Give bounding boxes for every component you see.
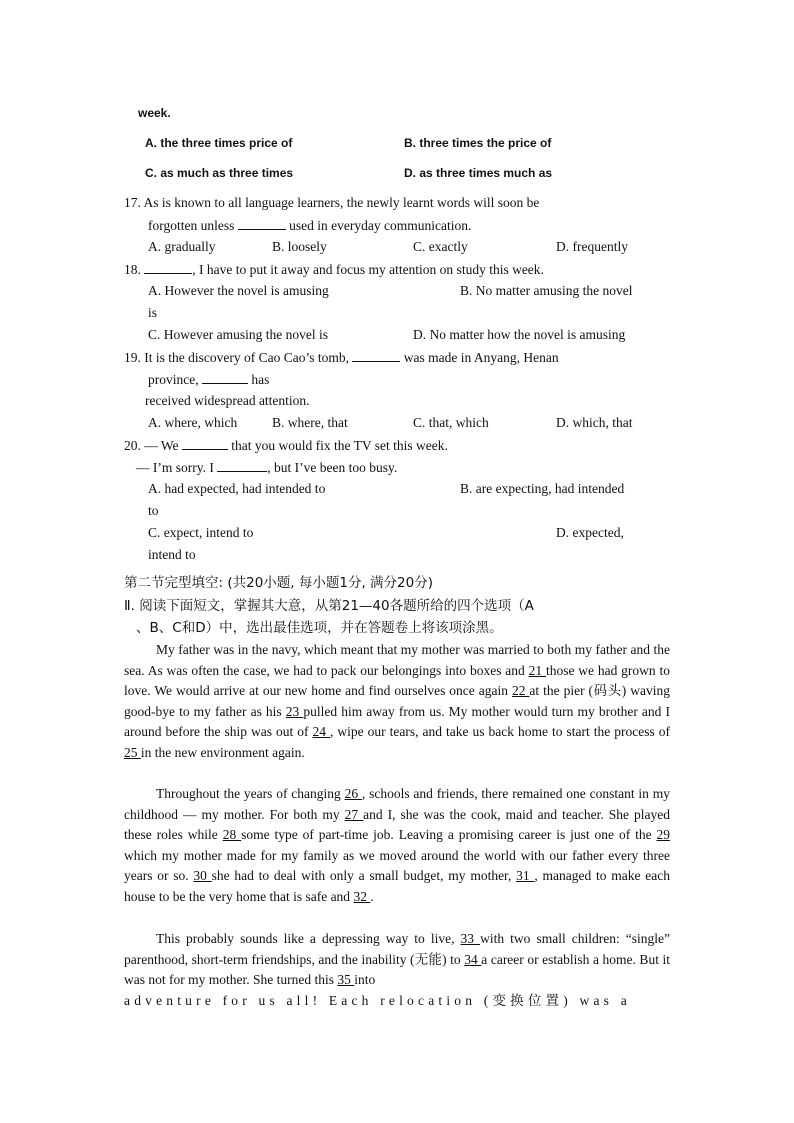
q20-option-a: A. had expected, had intended to	[148, 481, 326, 496]
q16-option-d: D. as three times much as	[404, 166, 553, 180]
q18-stem	[124, 260, 544, 279]
blank-33: 33	[460, 931, 481, 946]
q18-option-c: C. However amusing the novel is	[148, 327, 328, 342]
section-title: 第二节完型填空: (共20小题, 每小题1分, 满分20分)	[124, 575, 433, 591]
q17-option-b: B. loosely	[272, 239, 327, 254]
passage-text: some type of part-time job. Leaving a promising career is just one of the	[241, 827, 657, 843]
q19-blank-1	[352, 348, 400, 362]
blank-23: 23	[285, 703, 304, 719]
q18-option-a: A. However the novel is amusing	[148, 283, 329, 298]
q19-stem-line1	[124, 348, 559, 367]
passage-text: My father was in the navy, which meant that my mother was married to both my father and the sea. As was often the case, we had to pack our belongings into boxes and	[124, 642, 670, 678]
q19-option-b: B. where, that	[272, 415, 348, 430]
q19-text-2: was made in Anyang, Henan	[403, 350, 559, 365]
q18-blank	[144, 260, 192, 274]
passage-text: with two small children: “single” parenthood, short-term friendships, and the inability (无能) to	[124, 931, 671, 967]
passage-text: and I, she was the cook, maid and teacher. She played these roles while	[124, 806, 671, 843]
q16-option-c: C. as much as three times	[145, 166, 294, 180]
blank-28: 28	[222, 827, 242, 843]
passage-text: , schools and friends, there remained one constant in my childhood — my mother. For both my	[124, 786, 670, 822]
q17-text-2: used in everyday communication.	[289, 218, 472, 233]
passage-text: a career or establish a home. But it was not for my mother. She turned this	[124, 951, 671, 988]
q20-option-b-cont: to	[148, 503, 159, 518]
q20-option-d-cont: intend to	[148, 547, 196, 562]
blank-29: 29	[656, 827, 670, 843]
q20-stem-line2	[136, 458, 397, 477]
q20-text-3: — I’m sorry. I	[136, 460, 214, 475]
q18-number: 18.	[124, 262, 141, 277]
blank-32: 32	[353, 888, 371, 904]
q20-option-c: C. expect, intend to	[148, 525, 254, 540]
q19-text-3: province,	[148, 372, 199, 387]
q17-text: forgotten unless	[148, 218, 235, 233]
q20-blank-2	[217, 458, 267, 472]
passage-paragraph-1	[124, 640, 670, 764]
q19-text: 19. It is the discovery of Cao Cao’s tomb,	[124, 350, 349, 365]
q19-option-a: A. where, which	[148, 415, 238, 430]
blank-34: 34	[464, 951, 482, 967]
blank-25: 25	[124, 744, 141, 760]
q18-option-d: D. No matter how the novel is amusing	[413, 327, 626, 342]
q17-option-a: A. gradually	[148, 239, 216, 254]
passage-text: in the new environment again.	[140, 744, 305, 760]
q18-option-b: B. No matter amusing the novel	[460, 283, 633, 298]
q20-option-d: D. expected,	[556, 525, 624, 540]
passage-text: which my mother made for my family as we moved around the world with our father every three years or so.	[124, 847, 670, 884]
passage-last-line: adventure for us all! Each relocation (变换位置) was a	[124, 993, 631, 1008]
q19-option-c: C. that, which	[413, 415, 489, 430]
passage-text: into	[354, 972, 376, 988]
q19-stem-line3: received widespread attention.	[145, 393, 310, 408]
q19-stem-line2	[148, 370, 269, 389]
passage-text: .	[370, 888, 374, 904]
blank-26: 26	[344, 786, 362, 801]
passage-paragraph-2	[124, 784, 670, 908]
section-instruction-line1: Ⅱ. 阅读下面短文，掌握其大意，从第21—40各题所给的四个选项（A	[124, 598, 534, 614]
q18-text: , I have to put it away and focus my attention on study this week.	[192, 262, 544, 277]
blank-31: 31	[516, 868, 535, 884]
passage-text: , wipe our tears, and take us back home to start the process of	[330, 724, 670, 740]
q17-stem-line1: 17. As is known to all language learners, the newly learnt words will soon be	[124, 195, 540, 210]
blank-22: 22	[511, 683, 530, 699]
passage-text: at the pier (码头) waving good-bye to my father as his	[124, 683, 670, 719]
q20-blank-1	[182, 436, 228, 450]
blank-21: 21	[528, 662, 546, 678]
passage-text: Throughout the years of changing	[156, 786, 345, 801]
q20-option-b: B. are expecting, had intended	[460, 481, 625, 496]
q16-option-a: A. the three times price of	[145, 136, 293, 150]
q17-blank	[238, 216, 286, 230]
passage-text: those we had grown to love. We would arrive at our new home and find ourselves once again	[124, 662, 671, 699]
section-instruction-line2: 、B、C和D）中，选出最佳选项，并在答题卷上将该项涂黑。	[136, 620, 503, 636]
passage-text: pulled him away from us. My mother would turn my brother and I around before the ship was out of	[124, 703, 671, 740]
q17-option-c: C. exactly	[413, 239, 468, 254]
q19-blank-2	[202, 370, 248, 384]
blank-27: 27	[344, 806, 364, 822]
q16-option-b: B. three times the price of	[404, 136, 552, 150]
q20-stem-line1	[124, 436, 448, 455]
blank-35: 35	[337, 972, 355, 988]
q17-option-d: D. frequently	[556, 239, 628, 254]
q19-text-4: has	[251, 372, 270, 387]
blank-30: 30	[193, 868, 212, 884]
q17-stem-line2	[148, 216, 471, 235]
q18-option-b-cont: is	[148, 305, 158, 320]
passage-text: This probably sounds like a depressing way to live,	[156, 931, 461, 946]
q20-text-4: , but I’ve been too busy.	[267, 460, 398, 475]
passage-text: she had to deal with only a small budget, my mother,	[211, 868, 517, 884]
passage-paragraph-3	[124, 929, 670, 991]
q19-option-d: D. which, that	[556, 415, 633, 430]
blank-24: 24	[312, 724, 331, 740]
passage-text: , managed to make each house to be the very home that is safe and	[124, 868, 671, 904]
q20-text-2: that you would fix the TV set this week.	[231, 438, 448, 453]
q16-tail: week.	[138, 106, 171, 120]
q20-text: 20. — We	[124, 438, 179, 453]
